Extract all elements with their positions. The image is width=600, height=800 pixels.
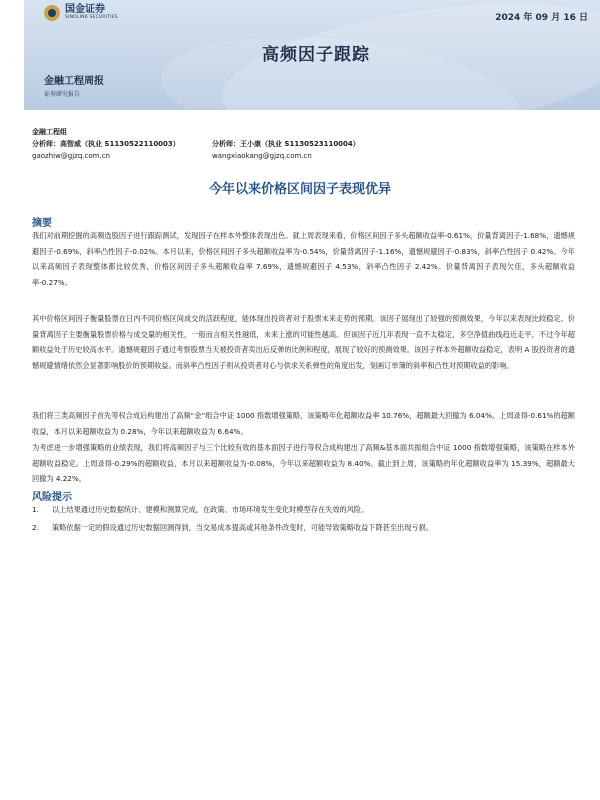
risk-heading: 风险提示 [32, 492, 72, 503]
company-logo [44, 5, 118, 21]
summary-paragraph-2: 其中价格区间因子衡量股票在日内不同价格区间成交的活跃程度，能体现出投资者对于股票未来走势的预期。该因子展现出了较强的预测效果，今年以来表现比较稳定。价量背离因子主要衡量股票价格与成交量的相关性，一般而言相关性越低，未来上涨的可能性越高。但该因子近几年表现一直不太稳定，多空净值曲线趋近走平，不过今年超额收益处于历史较高水平。遗憾规避因子通过考察股票当天被投资者卖出后反弹的比例和程度，展现了较好的预测效果。该因子样本外超额收益稳定，表明 A 股投资者的遗憾规避情绪依然会显著影响股价的预期收益。而斜率凸性因子则从投资者对心与供求关系弹性的角度出发，刻画订单簿的斜率和凸性对预期收益的影响。 [32, 314, 575, 371]
analyst-2-email[interactable]: wangxiaokang@gjzq.com.cn [212, 152, 312, 160]
report-title: 高频因子跟踪 [262, 45, 370, 65]
analyst-1: 分析师：高智威（执业 S1130522110003） [32, 140, 180, 148]
report-header [0, 0, 600, 110]
summary-heading: 摘要 [32, 218, 52, 229]
risk-item-number: 1. [32, 505, 39, 514]
summary-paragraph-1: 我们对前期挖掘的高频选股因子进行跟踪测试，发现因子在样本外整体表现出色。就上周表现来看，价格区间因子多头超额收益率-0.61%，价量背离因子-1.68%，遗憾规避因子-0.69%，斜率凸性因子-0.02%。本月以来，价格区间因子多头超额收益率为-0.54%，价量背离因子-1.16%，遗憾规避因子-0.83%，斜率凸性因子 0.42%。今年以来高频因子表现整体都比较优秀，价格区间因子多头超额收益率 7.69%，遗憾规避因子 4.53%，斜率凸性因子 2.42%。价量背离因子表现欠佳，多头超额收益率-0.27%。 [32, 231, 575, 288]
main-title: 今年以来价格区间因子表现优异 [208, 182, 391, 197]
risk-item-number: 2. [32, 523, 39, 532]
report-type: 证券研究报告 [44, 91, 81, 98]
logo-name: 国金证券 [65, 4, 105, 16]
summary-paragraph-4: 为考虑进一步增强策略的业绩表现，我们将高频因子与三个比较有效的基本面因子进行等权合成构建出了高频&基本面共振组合中证 1000 指数增强策略，该策略在样本外超额收益稳定。上周录得-0.29%的超额收益，本月以来超额收益为-0.08%，今年以来超额收益为 8.40%。截止到上周，该策略的年化超额收益率为 15.39%，超额最大回撤为 4.22%。 [32, 443, 575, 484]
team-name: 金融工程组 [32, 128, 67, 136]
header-sidebar [0, 0, 24, 110]
risk-item-text: 策略依据一定的假设通过历史数据回测得到，当交易成本提高或其他条件改变时，可能导致策略收益下降甚至出现亏损。 [52, 523, 433, 532]
risk-item [32, 503, 575, 517]
report-series: 金融工程周报 [44, 76, 104, 87]
risk-item [32, 521, 575, 535]
report-date: 2024 年 09 月 16 日 [495, 13, 588, 23]
analyst-1-email[interactable]: gaozhiw@gjzq.com.cn [32, 152, 110, 160]
logo-icon [44, 5, 60, 21]
analyst-2: 分析师：王小康（执业 S1130523110004） [212, 140, 360, 148]
logo-english-name: SINOLINK SECURITIES [65, 15, 118, 21]
risk-item-text: 以上结果通过历史数据统计、建模和测算完成，在政策、市场环境发生变化时模型存在失效的风险。 [52, 505, 369, 514]
summary-paragraph-3: 我们将三类高频因子首先等权合成后构建出了高频“金”组合中证 1000 指数增强策略，该策略年化超额收益率 10.76%，超额最大回撤为 6.04%。上周录得-0.61%的超额收益，本月以来超额收益为 0.28%，今年以来超额收益为 6.64%。 [32, 411, 575, 436]
